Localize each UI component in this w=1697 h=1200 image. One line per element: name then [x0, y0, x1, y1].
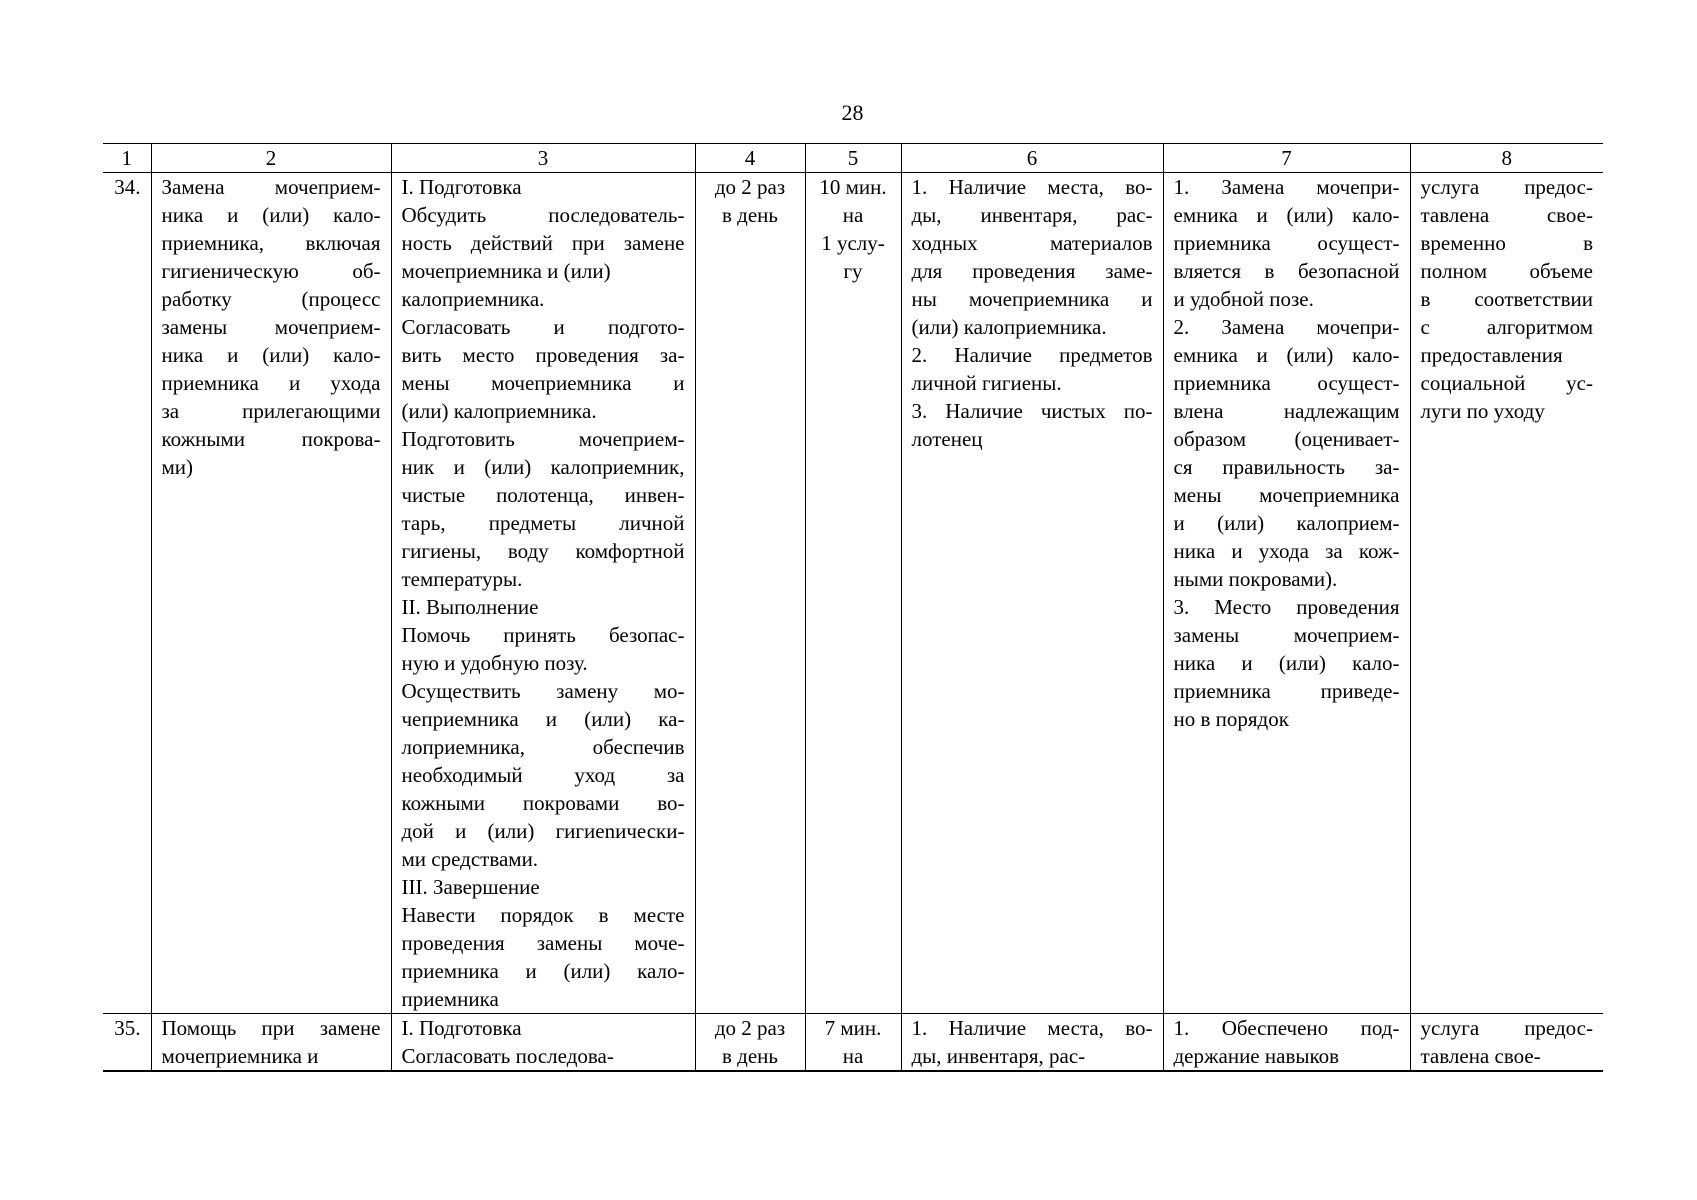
- cell-line: но в порядок: [1173, 707, 1289, 731]
- cell-line: (или) калоприемника.: [911, 315, 1107, 339]
- cell-line: тавлена свое-: [1420, 1044, 1541, 1068]
- cell-line: ную и удобную позу.: [401, 651, 588, 675]
- cell-line: Осуществить замену мо-: [401, 679, 685, 703]
- cell-line: емника и (или) кало-: [1173, 343, 1400, 367]
- service-description-cell: [391, 1014, 695, 1072]
- cell-line: ника и (или) кало-: [161, 203, 381, 227]
- cell-line: гигиеническую об-: [161, 259, 381, 283]
- cell-line: луги по уходу: [1420, 399, 1545, 423]
- cell-line: до 2 раз: [714, 1016, 786, 1040]
- cell-line: с алгоритмом: [1420, 315, 1593, 339]
- cell-line: Подготовить мочеприем-: [401, 427, 685, 451]
- cell-line: чеприемника и (или) ка-: [401, 707, 685, 731]
- cell-line: влена надлежащим: [1173, 399, 1400, 423]
- conditions-cell: [901, 1014, 1163, 1072]
- row-number: 34.: [103, 173, 151, 1014]
- cell-line: 3. Место проведения: [1173, 595, 1400, 619]
- cell-line: приемника осущест-: [1173, 371, 1400, 395]
- cell-line: гигиены, воду комфортной: [401, 539, 685, 563]
- cell-line: тарь, предметы личной: [401, 511, 685, 535]
- page-number: 28: [841, 100, 864, 125]
- cell-line: ными покровами).: [1173, 567, 1338, 591]
- cell-line: 1. Наличие места, во-: [911, 1016, 1153, 1040]
- cell-line: ми): [161, 455, 194, 479]
- cell-line: ся правильность за-: [1173, 455, 1400, 479]
- evaluation-cell: [1410, 1014, 1603, 1072]
- table-row: [103, 1014, 1603, 1072]
- cell-line: приемника и (или) кало-: [401, 959, 685, 983]
- cell-line: емника и (или) кало-: [1173, 203, 1400, 227]
- cell-line: до 2 раз: [714, 175, 786, 199]
- cell-line: и удобной позе.: [1173, 287, 1314, 311]
- cell-line: температуры.: [401, 567, 523, 591]
- cell-line: предоставления: [1420, 343, 1563, 367]
- cell-line: ды, инвентаря, рас-: [911, 203, 1153, 227]
- frequency-cell: [695, 1014, 805, 1072]
- cell-line: мочеприемника и: [161, 1044, 319, 1068]
- cell-line: временно в: [1420, 231, 1593, 255]
- cell-line: 10 мин.: [819, 175, 887, 199]
- cell-line: II. Выполнение: [401, 595, 539, 619]
- conditions-cell: [901, 173, 1163, 1014]
- cell-line: вляется в безопасной: [1173, 259, 1400, 283]
- cell-line: ника и (или) кало-: [161, 343, 381, 367]
- cell-line: I. Подготовка: [401, 1016, 522, 1040]
- cell-line: личной гигиены.: [911, 371, 1062, 395]
- cell-line: лоприемника, обеспечив: [401, 735, 685, 759]
- cell-line: на: [842, 1044, 864, 1068]
- cell-line: за прилегающими: [161, 399, 381, 423]
- cell-line: Навести порядок в месте: [401, 903, 685, 927]
- cell-line: ника и ухода за кож-: [1173, 539, 1400, 563]
- cell-line: услуга предос-: [1420, 175, 1593, 199]
- row-number: 35.: [103, 1014, 151, 1072]
- cell-line: полном объеме: [1420, 259, 1593, 283]
- cell-line: Замена мочеприем-: [161, 175, 381, 199]
- cell-line: приемника приведе-: [1173, 679, 1400, 703]
- cell-line: работку (процесс: [161, 287, 381, 311]
- cell-line: 7 мин.: [824, 1016, 882, 1040]
- cell-line: приемника: [401, 987, 499, 1011]
- quality-cell: [1163, 1014, 1410, 1072]
- cell-line: Помочь принять безопас-: [401, 623, 685, 647]
- column-header: 3: [391, 144, 695, 173]
- column-number-header-row: [103, 144, 1603, 173]
- cell-line: и (или) калоприем-: [1173, 511, 1400, 535]
- cell-line: ность действий при замене: [401, 231, 685, 255]
- table-row: [103, 173, 1603, 1014]
- frequency-cell: [695, 173, 805, 1014]
- cell-line: приемника и ухода: [161, 371, 381, 395]
- time-cell: [805, 1014, 901, 1072]
- cell-line: мены мочеприемника и: [401, 371, 685, 395]
- services-table: [103, 143, 1603, 1072]
- cell-line: кожными покрова-: [161, 427, 381, 451]
- column-header: 1: [103, 144, 151, 173]
- quality-cell: [1163, 173, 1410, 1014]
- cell-line: Согласовать и подгото-: [401, 315, 685, 339]
- cell-line: калоприемника.: [401, 287, 545, 311]
- cell-line: необходимый уход за: [401, 763, 685, 787]
- cell-line: мочеприемника и (или): [401, 259, 611, 283]
- column-header: 7: [1163, 144, 1410, 173]
- cell-line: замены мочеприем-: [161, 315, 381, 339]
- cell-line: кожными покровами во-: [401, 791, 685, 815]
- cell-line: для проведения заме-: [911, 259, 1153, 283]
- cell-line: услуга предос-: [1420, 1016, 1593, 1040]
- cell-line: держание навыков: [1173, 1044, 1340, 1068]
- cell-line: Обсудить последователь-: [401, 203, 685, 227]
- cell-line: гу: [843, 259, 863, 283]
- column-header: 2: [151, 144, 391, 173]
- cell-line: 1. Наличие места, во-: [911, 175, 1153, 199]
- cell-line: 1 услу-: [821, 231, 885, 255]
- column-header: 8: [1410, 144, 1603, 173]
- column-header: 6: [901, 144, 1163, 173]
- cell-line: (или) калоприемника.: [401, 399, 597, 423]
- cell-line: вить место проведения за-: [401, 343, 685, 367]
- cell-line: в день: [722, 203, 778, 227]
- service-name-cell: [151, 1014, 391, 1072]
- cell-line: в день: [722, 1044, 778, 1068]
- cell-line: 1. Обеспечено под-: [1173, 1016, 1400, 1040]
- cell-line: ми средствами.: [401, 847, 539, 871]
- cell-line: приемника осущест-: [1173, 231, 1400, 255]
- cell-line: 2. Наличие предметов: [911, 343, 1153, 367]
- time-cell: [805, 173, 901, 1014]
- cell-line: 3. Наличие чистых по-: [911, 399, 1153, 423]
- column-header: 5: [805, 144, 901, 173]
- cell-line: I. Подготовка: [401, 175, 522, 199]
- cell-line: замены мочеприем-: [1173, 623, 1400, 647]
- cell-line: проведения замены моче-: [401, 931, 685, 955]
- cell-line: дой и (или) гигиenически-: [401, 819, 685, 843]
- evaluation-cell: [1410, 173, 1603, 1014]
- cell-line: социальной ус-: [1420, 371, 1593, 395]
- cell-line: тавлена свое-: [1420, 203, 1593, 227]
- column-header: 4: [695, 144, 805, 173]
- cell-line: 2. Замена мочепри-: [1173, 315, 1400, 339]
- cell-line: ника и (или) кало-: [1173, 651, 1400, 675]
- cell-line: ник и (или) калоприемник,: [401, 455, 685, 479]
- cell-line: 1. Замена мочепри-: [1173, 175, 1400, 199]
- cell-line: на: [842, 203, 864, 227]
- cell-line: приемника, включая: [161, 231, 381, 255]
- service-description-cell: [391, 173, 695, 1014]
- cell-line: III. Завершение: [401, 875, 540, 899]
- cell-line: мены мочеприемника: [1173, 483, 1400, 507]
- cell-line: Помощь при замене: [161, 1016, 381, 1040]
- cell-line: Согласовать последова-: [401, 1044, 614, 1068]
- cell-line: чистые полотенца, инвен-: [401, 483, 685, 507]
- service-name-cell: [151, 173, 391, 1014]
- cell-line: образом (оценивает-: [1173, 427, 1400, 451]
- cell-line: ны мочеприемника и: [911, 287, 1153, 311]
- cell-line: лотенец: [911, 427, 983, 451]
- cell-line: в соответствии: [1420, 287, 1593, 311]
- cell-line: ходных материалов: [911, 231, 1153, 255]
- cell-line: ды, инвентаря, рас-: [911, 1044, 1086, 1068]
